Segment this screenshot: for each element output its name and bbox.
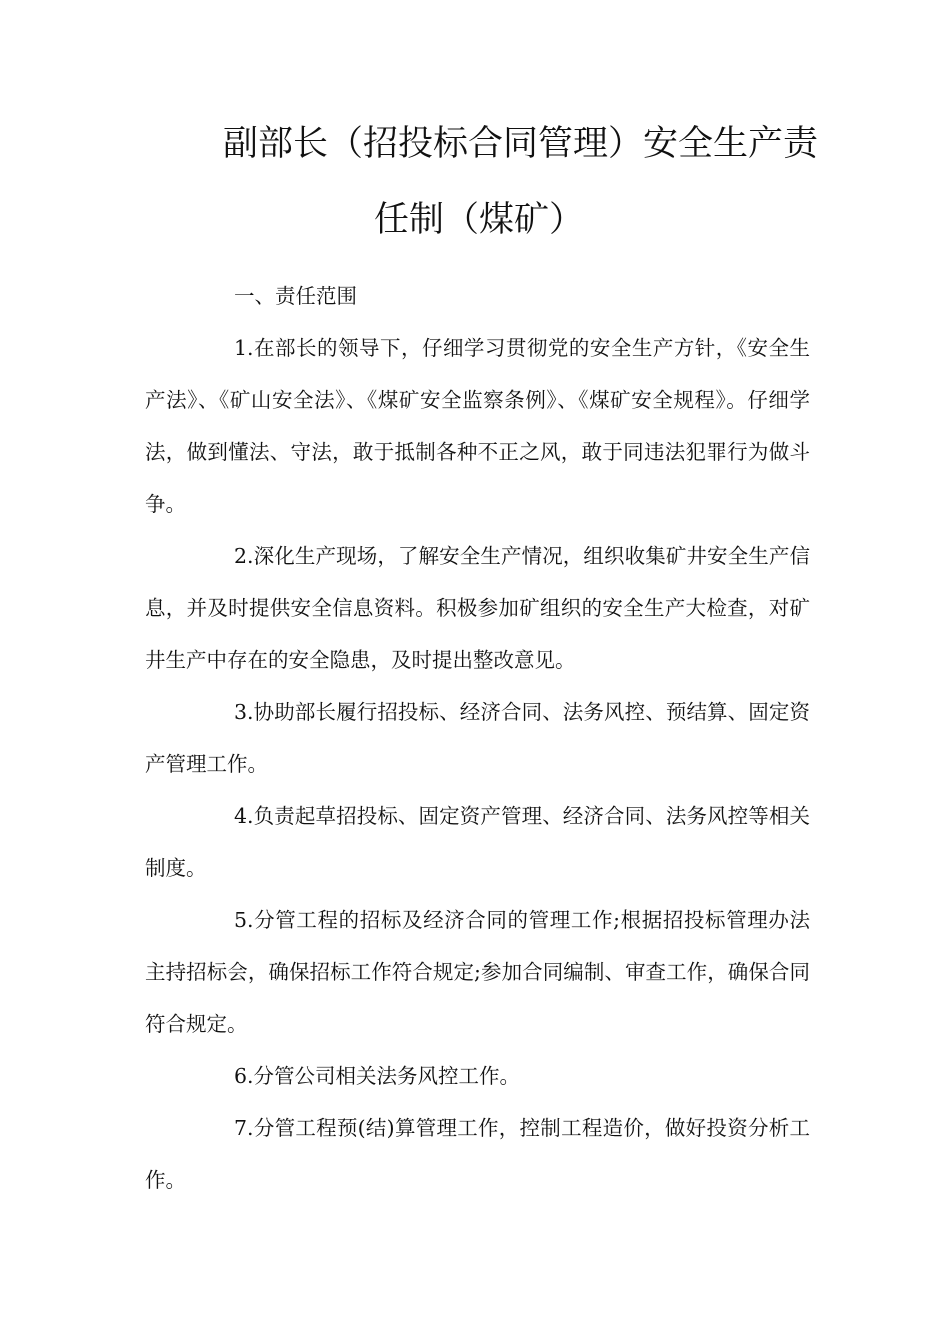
paragraph-1: 1.在部长的领导下，仔细学习贯彻党的安全生产方针，《安全生产法》、《矿山安全法》、《煤矿安全监察条例》、《煤矿安全规程》。仔细学法，做到懂法、守法，敢于抵制各种不正之风，敢于同违法犯罪行为做斗争。 bbox=[145, 336, 810, 516]
paragraph-7: 7.分管工程预(结)算管理工作，控制工程造价，做好投资分析工作。 bbox=[145, 1116, 810, 1192]
document-title-line-2: 任制（煤矿） bbox=[374, 200, 585, 240]
paragraph-4: 4.负责起草招投标、固定资产管理、经济合同、法务风控等相关制度。 bbox=[145, 804, 810, 880]
document-body bbox=[145, 270, 810, 1206]
paragraph-2: 2.深化生产现场，了解安全生产情况，组织收集矿井安全生产信息，并及时提供安全信息资料。积极参加矿组织的安全生产大检查，对矿井生产中存在的安全隐患，及时提出整改意见。 bbox=[145, 544, 810, 672]
paragraph-6: 6.分管公司相关法务风控工作。 bbox=[234, 1064, 521, 1088]
paragraph-3: 3.协助部长履行招投标、经济合同、法务风控、预结算、固定资产管理工作。 bbox=[145, 700, 810, 776]
paragraph-5: 5.分管工程的招标及经济合同的管理工作;根据招投标管理办法主持招标会，确保招标工作符合规定;参加合同编制、审查工作，确保合同符合规定。 bbox=[145, 908, 810, 1036]
section-heading: 一、责任范围 bbox=[234, 284, 357, 308]
document-title-line-1: 副部长（招投标合同管理）安全生产责 bbox=[223, 124, 819, 164]
